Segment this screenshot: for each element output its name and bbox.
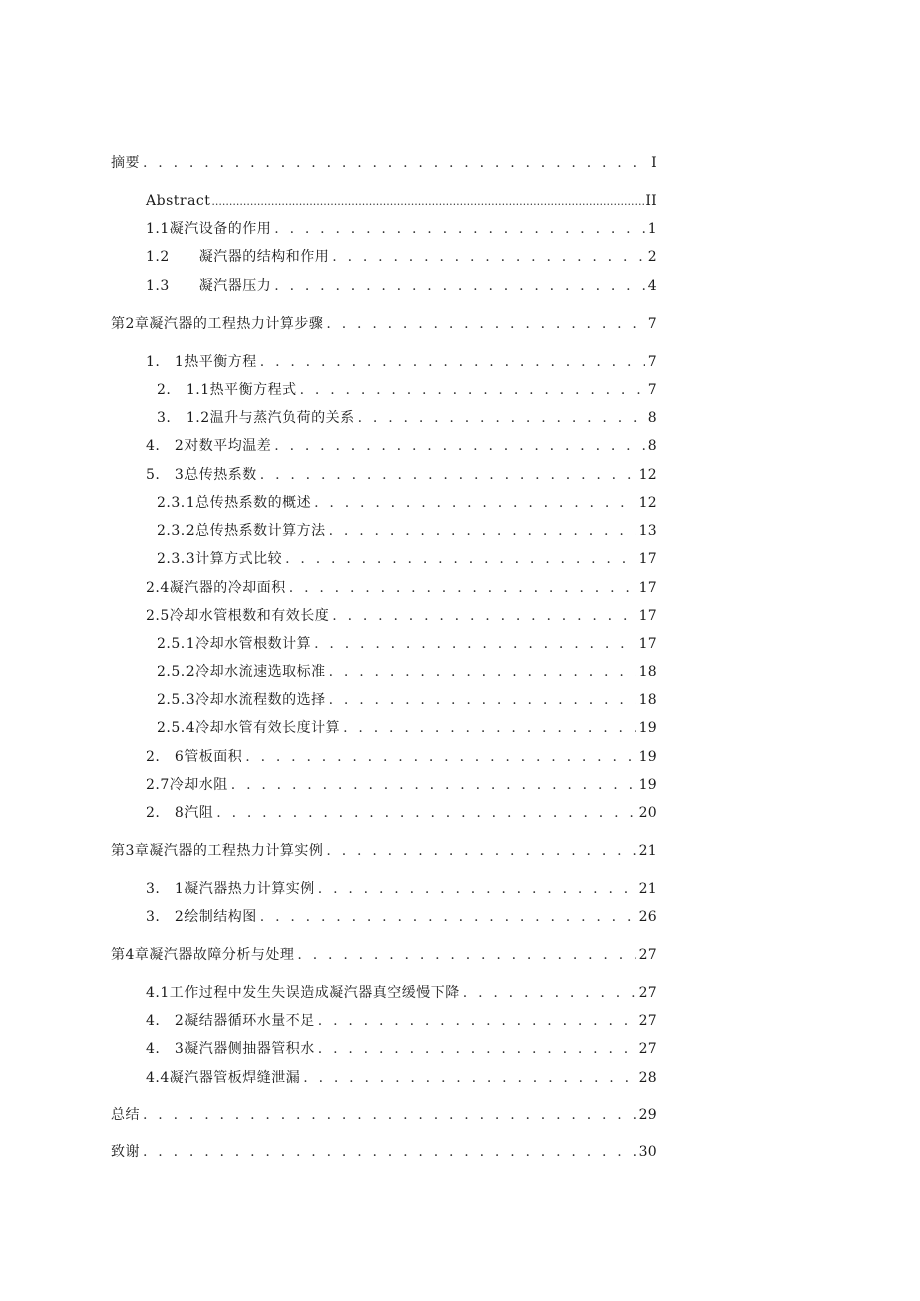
toc-dot-leader <box>300 381 645 399</box>
toc-dot-leader <box>314 494 635 512</box>
toc-entry-title: 第2章凝汽器的工程热力计算步骤 <box>111 316 324 332</box>
toc-entry-title: 4. 2对数平均温差 <box>146 438 272 454</box>
toc-entry[interactable] <box>157 494 657 512</box>
toc-dot-leader <box>329 522 636 540</box>
toc-dot-leader <box>211 192 644 211</box>
toc-entry[interactable] <box>111 1106 657 1124</box>
toc-dot-leader <box>358 409 645 427</box>
toc-entry[interactable] <box>146 1012 657 1030</box>
toc-entry[interactable] <box>157 522 657 540</box>
toc-entry[interactable] <box>157 409 657 427</box>
toc-page-number: 27 <box>638 1041 657 1057</box>
toc-entry[interactable] <box>157 663 657 681</box>
toc-entry[interactable] <box>111 1143 657 1161</box>
toc-dot-leader <box>326 315 644 333</box>
toc-dot-leader <box>297 946 635 964</box>
toc-entry-title: 5. 3总传热系数 <box>146 467 257 483</box>
toc-entry[interactable] <box>157 691 657 709</box>
toc-page-number: 26 <box>638 909 657 925</box>
toc-entry-title: 2.5.4冷却水管有效长度计算 <box>157 720 341 736</box>
toc-page-number: 7 <box>647 382 657 398</box>
toc-page-number: 27 <box>638 947 657 963</box>
toc-entry[interactable] <box>146 1040 657 1058</box>
toc-dot-leader <box>314 635 635 653</box>
toc-dot-leader <box>326 842 635 860</box>
toc-entry[interactable] <box>146 192 657 210</box>
toc-page-number: 7 <box>647 354 657 370</box>
toc-entry-title: 1.2 凝汽器的结构和作用 <box>146 249 330 265</box>
toc-entry-title: 2. 6管板面积 <box>146 749 243 765</box>
toc-entry-title: 2.3.3计算方式比较 <box>157 551 283 567</box>
toc-entry-title: 2. 8汽阻 <box>146 805 214 821</box>
toc-page-number: 21 <box>638 843 657 859</box>
toc-entry-title: 2.3.1总传热系数的概述 <box>157 495 312 511</box>
toc-dot-leader <box>216 804 635 822</box>
toc-entry[interactable] <box>146 984 657 1002</box>
toc-dot-leader <box>332 248 645 266</box>
toc-entry-title: 2. 1.1热平衡方程式 <box>157 382 297 398</box>
toc-entry[interactable] <box>157 550 657 568</box>
toc-dot-leader <box>329 691 636 709</box>
toc-dot-leader <box>329 663 636 681</box>
toc-entry[interactable] <box>146 353 657 371</box>
toc-entry[interactable] <box>146 466 657 484</box>
toc-dot-leader <box>274 220 645 238</box>
toc-page-number: 8 <box>647 438 657 454</box>
toc-page-number: 18 <box>638 692 657 708</box>
toc-entry-title: 4.4凝汽器管板焊缝泄漏 <box>146 1070 301 1086</box>
toc-entry-title: 2.7冷却水阻 <box>146 777 228 793</box>
toc-page-number: 7 <box>647 316 657 332</box>
toc-page-number: 17 <box>638 551 657 567</box>
toc-entry-title: 4. 2凝结器循环水量不足 <box>146 1013 315 1029</box>
toc-entry-title: 致谢 <box>111 1144 140 1160</box>
toc-page-number: 8 <box>647 410 657 426</box>
toc-entry-title: 2.5.2冷却水流速选取标准 <box>157 664 326 680</box>
toc-entry-title: 2.5冷却水管根数和有效长度 <box>146 608 330 624</box>
toc-entry-title: 1.1凝汽设备的作用 <box>146 221 272 237</box>
toc-dot-leader <box>285 550 635 568</box>
toc-page-number: 21 <box>638 881 657 897</box>
toc-entry-title: 3. 1凝汽器热力计算实例 <box>146 881 315 897</box>
toc-page-number: 20 <box>638 805 657 821</box>
toc-dot-leader <box>245 748 635 766</box>
toc-page-number: 2 <box>647 249 657 265</box>
toc-entry[interactable] <box>111 315 657 333</box>
toc-entry-title: 摘要 <box>111 155 140 171</box>
toc-entry[interactable] <box>146 748 657 766</box>
toc-entry-title: 3. 1.2温升与蒸汽负荷的关系 <box>157 410 355 426</box>
toc-entry-title: 4. 3凝汽器侧抽器管积水 <box>146 1041 315 1057</box>
toc-page-number: 19 <box>638 749 657 765</box>
toc-entry-title: 2.5.3冷却水流程数的选择 <box>157 692 326 708</box>
toc-entry-title: 1.3 凝汽器压力 <box>146 278 272 294</box>
toc-dot-leader <box>260 466 636 484</box>
toc-entry[interactable] <box>146 908 657 926</box>
toc-dot-leader <box>143 1106 636 1124</box>
toc-page-number: 27 <box>638 1013 657 1029</box>
toc-page-number: I <box>651 155 657 171</box>
toc-page-number: II <box>645 193 657 209</box>
toc-entry[interactable] <box>157 635 657 653</box>
toc-dot-leader <box>318 880 636 898</box>
toc-entry-title: 2.5.1冷却水管根数计算 <box>157 636 312 652</box>
toc-page-number: 17 <box>638 608 657 624</box>
toc-page-number: 12 <box>638 495 657 511</box>
toc-entry[interactable] <box>111 842 657 860</box>
toc-dot-leader <box>303 1069 635 1087</box>
toc-entry[interactable] <box>146 579 657 597</box>
toc-entry[interactable] <box>146 220 657 238</box>
toc-dot-leader <box>274 437 645 455</box>
toc-entry[interactable] <box>146 880 657 898</box>
toc-entry-title: 第3章凝汽器的工程热力计算实例 <box>111 843 324 859</box>
toc-dot-leader <box>289 579 636 597</box>
toc-dot-leader <box>343 719 635 737</box>
toc-dot-leader <box>274 277 645 295</box>
toc-dot-leader <box>463 984 636 1002</box>
toc-page-number: 19 <box>638 720 657 736</box>
toc-entry-title: 2.3.2总传热系数计算方法 <box>157 523 326 539</box>
toc-entry[interactable] <box>146 437 657 455</box>
toc-dot-leader <box>318 1040 636 1058</box>
toc-dot-leader <box>260 353 645 371</box>
toc-page-number: 27 <box>638 985 657 1001</box>
toc-entry[interactable] <box>111 946 657 964</box>
toc-page-number: 12 <box>638 467 657 483</box>
toc-dot-leader <box>332 607 635 625</box>
toc-entry[interactable] <box>146 607 657 625</box>
toc-page-number: 17 <box>638 636 657 652</box>
toc-entry-title: 3. 2绘制结构图 <box>146 909 257 925</box>
toc-entry[interactable] <box>146 248 657 266</box>
toc-entry[interactable] <box>157 719 657 737</box>
toc-page-number: 29 <box>638 1107 657 1123</box>
toc-entry-title: 1. 1热平衡方程 <box>146 354 257 370</box>
toc-dot-leader <box>143 154 648 172</box>
toc-entry[interactable] <box>146 277 657 295</box>
toc-entry-title: Abstract <box>146 193 211 209</box>
toc-page-number: 28 <box>638 1070 657 1086</box>
toc-page-number: 1 <box>647 221 657 237</box>
toc-entry[interactable] <box>157 381 657 399</box>
toc-entry-title: 4.1工作过程中发生失误造成凝汽器真空缓慢下降 <box>146 985 460 1001</box>
toc-page-number: 17 <box>638 580 657 596</box>
toc-page-number: 30 <box>638 1144 657 1160</box>
toc-dot-leader <box>260 908 636 926</box>
toc-dot-leader <box>143 1143 636 1161</box>
toc-page-number: 4 <box>647 278 657 294</box>
toc-page-number: 13 <box>638 523 657 539</box>
toc-entry-title: 第4章凝汽器故障分析与处理 <box>111 947 295 963</box>
toc-page-number: 19 <box>638 777 657 793</box>
toc-entry-title: 2.4凝汽器的冷却面积 <box>146 580 286 596</box>
toc-entry[interactable] <box>146 1069 657 1087</box>
toc-dot-leader <box>231 776 636 794</box>
toc-entry-title: 总结 <box>111 1107 140 1123</box>
toc-entry[interactable] <box>111 154 657 172</box>
toc-entry[interactable] <box>146 776 657 794</box>
toc-dot-leader <box>318 1012 636 1030</box>
toc-entry[interactable] <box>146 804 657 822</box>
toc-page-number: 18 <box>638 664 657 680</box>
